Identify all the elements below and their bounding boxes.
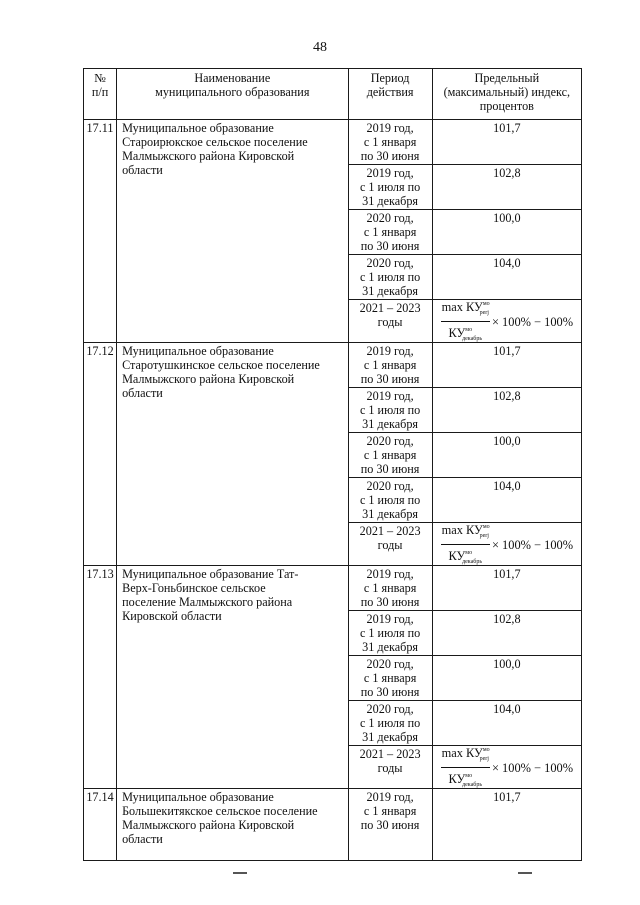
name-line: области [122, 832, 163, 846]
name-line: поселение Малмыжского района [122, 595, 293, 609]
period-line: с 1 января [363, 804, 417, 818]
name-line: Старотушкинское сельское поселение [122, 358, 320, 372]
period-line: 2020 год, [366, 211, 414, 225]
period-line: 2020 год, [366, 256, 414, 270]
formula-numerator [441, 297, 490, 322]
formula-fraction [441, 743, 490, 792]
period-line: с 1 января [363, 671, 417, 685]
formula-max: max КУ [441, 746, 483, 760]
scan-artifact-mark [233, 872, 247, 874]
index-value: 102,8 [432, 165, 581, 210]
header-index [432, 69, 581, 120]
header-index-line: Предельный [474, 71, 540, 85]
period-line: по 30 июня [360, 239, 420, 253]
period-cell [348, 343, 432, 388]
period-line: с 1 июля по [359, 493, 421, 507]
name-line: Малмыжского района Кировской [122, 149, 295, 163]
period-cell [348, 210, 432, 255]
period-line: по 30 июня [360, 372, 420, 386]
period-cell [348, 120, 432, 165]
formula-numerator [441, 743, 490, 768]
header-index-line: (максимальный) индекс, [443, 85, 571, 99]
period-line: по 30 июня [360, 818, 420, 832]
index-value: 100,0 [432, 656, 581, 701]
period-line: с 1 июля по [359, 180, 421, 194]
header-number [84, 69, 117, 120]
index-formula-cell [432, 300, 581, 343]
header-period-line: действия [366, 85, 414, 99]
name-line: области [122, 386, 163, 400]
index-value: 101,7 [432, 789, 581, 861]
period-line: 2019 год, [366, 790, 414, 804]
index-value: 104,0 [432, 701, 581, 746]
period-line: по 30 июня [360, 685, 420, 699]
period-line: 2021 – 2023 [359, 524, 421, 538]
formula-sub: декабрь [462, 336, 483, 342]
index-formula [433, 301, 581, 342]
period-cell [348, 300, 432, 343]
name-line: Староирюкское сельское поселение [122, 135, 308, 149]
period-line: 2019 год, [366, 567, 414, 581]
index-value: 102,8 [432, 388, 581, 433]
formula-fraction [441, 520, 490, 569]
index-formula [433, 747, 581, 788]
table-row [84, 343, 582, 388]
formula-sub: perj [479, 533, 489, 539]
index-value: 101,7 [432, 120, 581, 165]
period-line: 31 декабря [362, 194, 419, 208]
header-name [117, 69, 348, 120]
formula-numerator [441, 520, 490, 545]
period-line: 2020 год, [366, 479, 414, 493]
row-number: 17.12 [84, 343, 117, 566]
period-line: 2020 год, [366, 657, 414, 671]
formula-denominator [448, 545, 482, 569]
index-formula-cell [432, 746, 581, 789]
formula-sup: мо [482, 747, 490, 753]
period-cell [348, 388, 432, 433]
name-line: Малмыжского района Кировской [122, 372, 295, 386]
name-line: Муниципальное образование [122, 121, 274, 135]
header-index-line: процентов [479, 99, 534, 113]
period-line: 2019 год, [366, 121, 414, 135]
table-header-row [84, 69, 582, 120]
period-cell [348, 701, 432, 746]
name-line: Верх-Гоньбинское сельское [122, 581, 266, 595]
index-value: 104,0 [432, 478, 581, 523]
municipality-name [117, 789, 348, 861]
period-line: по 30 июня [360, 595, 420, 609]
period-line: с 1 января [363, 358, 417, 372]
period-line: с 1 июля по [359, 626, 421, 640]
index-formula-cell [432, 523, 581, 566]
period-line: 31 декабря [362, 417, 419, 431]
formula-rest: × 100% − 100% [491, 537, 574, 552]
period-line: с 1 июля по [359, 716, 421, 730]
index-value: 102,8 [432, 611, 581, 656]
name-line: Муниципальное образование [122, 790, 274, 804]
period-line: 31 декабря [362, 284, 419, 298]
period-line: 2020 год, [366, 702, 414, 716]
period-line: годы [377, 315, 403, 329]
formula-sup: мо [482, 524, 490, 530]
formula-sup: мо [465, 550, 473, 556]
formula-sup: мо [465, 327, 473, 333]
formula-sub: perj [479, 756, 489, 762]
formula-rest: × 100% − 100% [491, 760, 574, 775]
period-line: с 1 января [363, 225, 417, 239]
period-line: с 1 июля по [359, 403, 421, 417]
period-cell [348, 255, 432, 300]
formula-den: КУ [448, 549, 466, 563]
header-name-line: муниципального образования [155, 85, 310, 99]
period-line: с 1 января [363, 135, 417, 149]
page-number: 48 [313, 40, 327, 55]
period-line: с 1 января [363, 448, 417, 462]
period-cell [348, 523, 432, 566]
formula-rest: × 100% − 100% [491, 314, 574, 329]
row-number: 17.13 [84, 566, 117, 789]
formula-fraction [441, 297, 490, 346]
scan-artifact-mark [518, 872, 532, 874]
row-number: 17.11 [84, 120, 117, 343]
header-number-line: п/п [91, 85, 109, 99]
formula-denominator [448, 322, 482, 346]
period-line: по 30 июня [360, 462, 420, 476]
period-cell [348, 566, 432, 611]
header-period [348, 69, 432, 120]
formula-sup: мо [465, 773, 473, 779]
formula-den: КУ [448, 326, 466, 340]
formula-sup: мо [482, 301, 490, 307]
name-line: Кировской области [122, 609, 222, 623]
formula-den: КУ [448, 772, 466, 786]
index-value: 100,0 [432, 210, 581, 255]
table-row [84, 566, 582, 611]
period-cell [348, 165, 432, 210]
period-cell [348, 433, 432, 478]
period-cell [348, 478, 432, 523]
period-line: с 1 января [363, 581, 417, 595]
period-cell [348, 789, 432, 861]
index-value: 100,0 [432, 433, 581, 478]
period-line: 2019 год, [366, 612, 414, 626]
period-line: 2019 год, [366, 389, 414, 403]
period-line: годы [377, 538, 403, 552]
header-number-line: № [94, 71, 106, 85]
period-line: 2019 год, [366, 344, 414, 358]
period-line: 31 декабря [362, 640, 419, 654]
period-line: 31 декабря [362, 507, 419, 521]
formula-denominator [448, 768, 482, 792]
formula-sub: декабрь [462, 782, 483, 788]
header-name-line: Наименование [194, 71, 271, 85]
period-line: 2019 год, [366, 166, 414, 180]
municipality-name [117, 120, 348, 343]
tariff-index-table [83, 68, 582, 861]
period-line: 2021 – 2023 [359, 301, 421, 315]
period-line: 2021 – 2023 [359, 747, 421, 761]
municipality-name [117, 566, 348, 789]
index-value: 101,7 [432, 566, 581, 611]
index-value: 101,7 [432, 343, 581, 388]
index-value: 104,0 [432, 255, 581, 300]
formula-sub: декабрь [462, 559, 483, 565]
period-cell [348, 611, 432, 656]
name-line: Муниципальное образование Тат- [122, 567, 299, 581]
period-line: 31 декабря [362, 730, 419, 744]
table-row [84, 120, 582, 165]
row-number: 17.14 [84, 789, 117, 861]
name-line: Большекитякское сельское поселение [122, 804, 318, 818]
formula-max: max КУ [441, 523, 483, 537]
period-cell [348, 746, 432, 789]
municipality-name [117, 343, 348, 566]
name-line: области [122, 163, 163, 177]
formula-max: max КУ [441, 300, 483, 314]
period-cell [348, 656, 432, 701]
period-line: годы [377, 761, 403, 775]
name-line: Муниципальное образование [122, 344, 274, 358]
formula-sub: perj [479, 310, 489, 316]
name-line: Малмыжского района Кировской [122, 818, 295, 832]
period-line: по 30 июня [360, 149, 420, 163]
period-line: 2020 год, [366, 434, 414, 448]
header-period-line: Период [370, 71, 410, 85]
index-formula [433, 524, 581, 565]
period-line: с 1 июля по [359, 270, 421, 284]
table-row [84, 789, 582, 861]
